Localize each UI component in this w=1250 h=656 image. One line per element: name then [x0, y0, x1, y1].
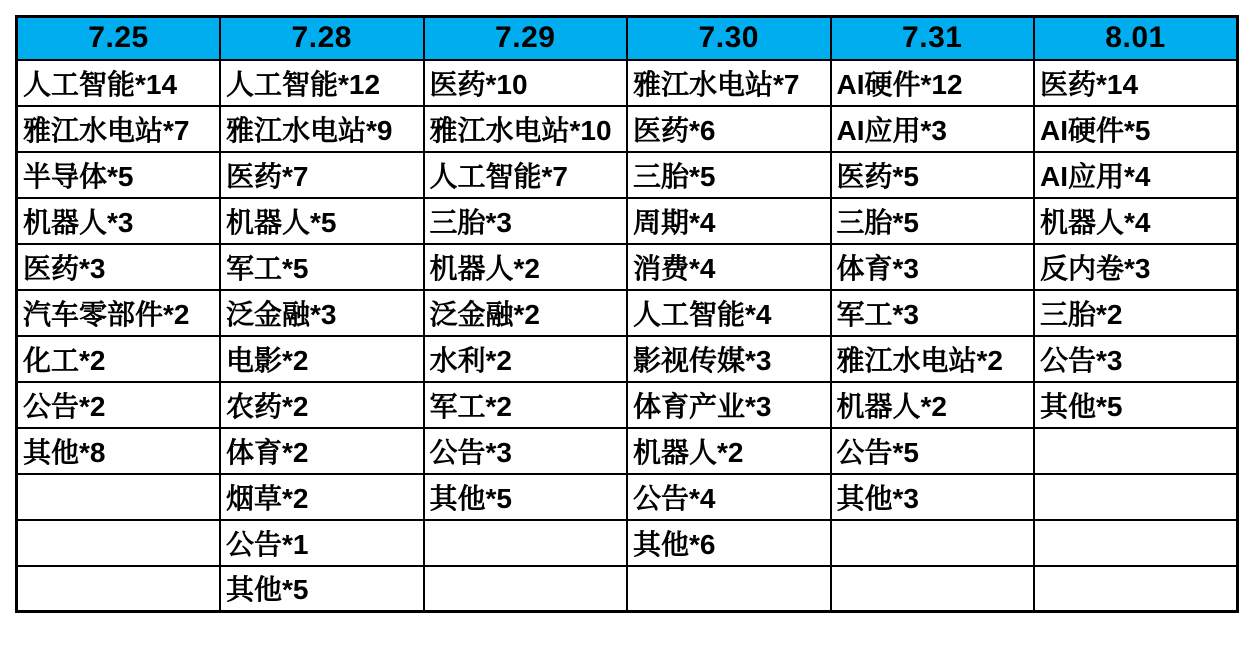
sector-cell: 公告*3: [424, 428, 628, 474]
sector-cell: 机器人*3: [17, 198, 221, 244]
column-header-date-4: 7.30: [627, 17, 831, 60]
sector-cell: 水利*2: [424, 336, 628, 382]
daily-sector-table: [15, 15, 1239, 613]
table-row: [17, 566, 1238, 612]
sector-cell: 周期*4: [627, 198, 831, 244]
table-row: [17, 290, 1238, 336]
table-row: [17, 428, 1238, 474]
table-row: [17, 244, 1238, 290]
sector-cell: 人工智能*12: [220, 60, 424, 106]
sector-cell: 医药*7: [220, 152, 424, 198]
sector-cell: 三胎*5: [627, 152, 831, 198]
sector-cell: 三胎*2: [1034, 290, 1238, 336]
daily-sector-table-container: [15, 15, 1239, 613]
table-row: [17, 520, 1238, 566]
sector-cell: [17, 566, 221, 612]
sector-cell: 公告*2: [17, 382, 221, 428]
sector-cell: 机器人*2: [831, 382, 1035, 428]
table-body: [17, 60, 1238, 612]
sector-cell: 人工智能*14: [17, 60, 221, 106]
sector-cell: 电影*2: [220, 336, 424, 382]
table-row: [17, 60, 1238, 106]
sector-cell: [831, 566, 1035, 612]
sector-cell: [17, 474, 221, 520]
sector-cell: 反内卷*3: [1034, 244, 1238, 290]
sector-cell: 雅江水电站*7: [627, 60, 831, 106]
sector-cell: 医药*5: [831, 152, 1035, 198]
sector-cell: 体育*3: [831, 244, 1035, 290]
table-row: [17, 152, 1238, 198]
sector-cell: [424, 566, 628, 612]
sector-cell: 体育产业*3: [627, 382, 831, 428]
column-header-date-2: 7.28: [220, 17, 424, 60]
header-row: [17, 17, 1238, 60]
sector-cell: 公告*5: [831, 428, 1035, 474]
sector-cell: 医药*6: [627, 106, 831, 152]
sector-cell: 机器人*2: [627, 428, 831, 474]
sector-cell: 机器人*5: [220, 198, 424, 244]
sector-cell: 泛金融*3: [220, 290, 424, 336]
sector-cell: 三胎*3: [424, 198, 628, 244]
sector-cell: 其他*5: [1034, 382, 1238, 428]
column-header-date-5: 7.31: [831, 17, 1035, 60]
sector-cell: 公告*1: [220, 520, 424, 566]
sector-cell: 公告*4: [627, 474, 831, 520]
sector-cell: 泛金融*2: [424, 290, 628, 336]
table-row: [17, 382, 1238, 428]
sector-cell: AI硬件*5: [1034, 106, 1238, 152]
table-row: [17, 474, 1238, 520]
table-row: [17, 336, 1238, 382]
sector-cell: AI硬件*12: [831, 60, 1035, 106]
sector-cell: 半导体*5: [17, 152, 221, 198]
sector-cell: [17, 520, 221, 566]
sector-cell: [1034, 520, 1238, 566]
sector-cell: 其他*3: [831, 474, 1035, 520]
sector-cell: 其他*5: [220, 566, 424, 612]
sector-cell: 军工*3: [831, 290, 1035, 336]
sector-cell: [1034, 474, 1238, 520]
sector-cell: 医药*14: [1034, 60, 1238, 106]
sector-cell: 军工*2: [424, 382, 628, 428]
sector-cell: 雅江水电站*2: [831, 336, 1035, 382]
sector-cell: 公告*3: [1034, 336, 1238, 382]
sector-cell: 影视传媒*3: [627, 336, 831, 382]
sector-cell: 机器人*4: [1034, 198, 1238, 244]
sector-cell: 农药*2: [220, 382, 424, 428]
sector-cell: 烟草*2: [220, 474, 424, 520]
sector-cell: 体育*2: [220, 428, 424, 474]
sector-cell: 汽车零部件*2: [17, 290, 221, 336]
sector-cell: 化工*2: [17, 336, 221, 382]
sector-cell: 其他*6: [627, 520, 831, 566]
sector-cell: 三胎*5: [831, 198, 1035, 244]
sector-cell: 人工智能*4: [627, 290, 831, 336]
sector-cell: 其他*5: [424, 474, 628, 520]
sector-cell: [831, 520, 1035, 566]
sector-cell: 机器人*2: [424, 244, 628, 290]
sector-cell: 人工智能*7: [424, 152, 628, 198]
sector-cell: 雅江水电站*9: [220, 106, 424, 152]
sector-cell: 医药*10: [424, 60, 628, 106]
sector-cell: [627, 566, 831, 612]
sector-cell: [424, 520, 628, 566]
sector-cell: [1034, 428, 1238, 474]
column-header-date-6: 8.01: [1034, 17, 1238, 60]
sector-cell: 消费*4: [627, 244, 831, 290]
sector-cell: AI应用*3: [831, 106, 1035, 152]
column-header-date-3: 7.29: [424, 17, 628, 60]
sector-cell: 医药*3: [17, 244, 221, 290]
sector-cell: AI应用*4: [1034, 152, 1238, 198]
sector-cell: [1034, 566, 1238, 612]
sector-cell: 其他*8: [17, 428, 221, 474]
sector-cell: 雅江水电站*10: [424, 106, 628, 152]
sector-cell: 军工*5: [220, 244, 424, 290]
sector-cell: 雅江水电站*7: [17, 106, 221, 152]
column-header-date-1: 7.25: [17, 17, 221, 60]
table-row: [17, 198, 1238, 244]
table-row: [17, 106, 1238, 152]
